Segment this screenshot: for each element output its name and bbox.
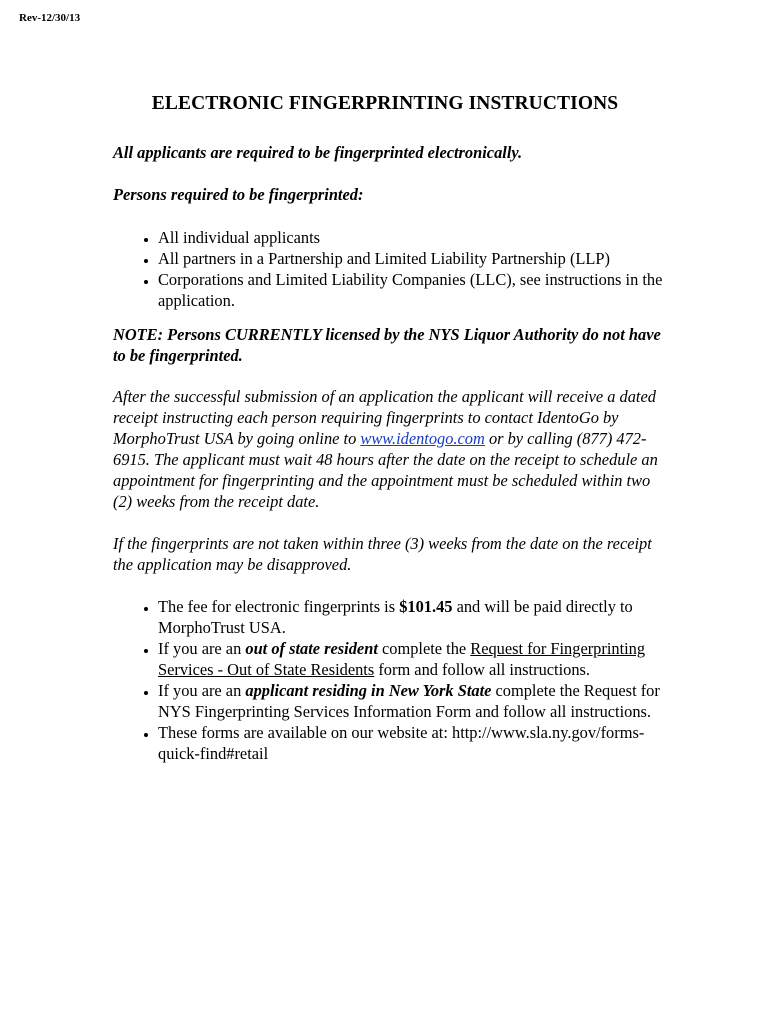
list-item: • Corporations and Limited Liability Companies (LLC), see instructions in the application. — [158, 269, 673, 311]
details-list — [113, 596, 673, 764]
persons-list — [113, 227, 673, 311]
submission-text-end: or by calling (877) 472-6915. The applicant must wait 48 hours after the date on the receipt to schedule an appointment for fingerprinting and the appointment must be scheduled within two (2) weeks from the receipt date. — [113, 429, 658, 511]
list-item-new-york — [158, 680, 673, 722]
oos-text-mid: complete the — [377, 639, 471, 658]
note-paragraph: NOTE: Persons CURRENTLY licensed by the NYS Liquor Authority do not have to be fingerprinted. — [113, 325, 661, 365]
page-title: ELECTRONIC FINGERPRINTING INSTRUCTIONS — [151, 93, 619, 114]
list-item-fee — [158, 596, 673, 638]
oos-text: If you are an — [158, 639, 246, 658]
identogo-link[interactable]: www.identogo.com — [360, 429, 485, 448]
oos-emphasis: out of state resident — [245, 639, 378, 658]
submission-text-start: After the successful submission of an application the applicant will receive a dated receipt instructing each person requiring fingerprints to contact IdentoGo by MorphoTrust USA by going online to — [113, 387, 656, 448]
fee-text: The fee for electronic fingerprints is — [158, 597, 400, 616]
fee-text-end: and will be paid directly to MorphoTrust USA. — [158, 597, 633, 637]
ny-text: If you are an — [158, 681, 246, 700]
ny-text-end: complete the Request for NYS Fingerprinting Services Information Form and follow all instructions. — [158, 681, 660, 721]
persons-heading: Persons required to be fingerprinted: — [113, 185, 364, 204]
fee-amount: $101.45 — [399, 597, 453, 616]
list-item: • All individual applicants — [158, 227, 673, 248]
oos-form-title: Request for Fingerprinting Services - Out of State Residents — [158, 639, 646, 679]
ny-emphasis: applicant residing in New York State — [245, 681, 492, 700]
submission-paragraph — [113, 386, 673, 512]
oos-text-end: form and follow all instructions. — [374, 660, 591, 679]
revision-label: Rev-12/30/13 — [19, 12, 81, 24]
list-item: • All partners in a Partnership and Limited Liability Partnership (LLP) — [158, 248, 673, 269]
list-item-forms: • These forms are available on our website at: http://www.sla.ny.gov/forms-quick-find#retail — [158, 722, 673, 764]
document-body — [113, 142, 673, 764]
list-item-out-of-state — [158, 638, 673, 680]
intro-statement: All applicants are required to be fingerprinted electronically. — [113, 143, 523, 162]
disapproval-paragraph: If the fingerprints are not taken within three (3) weeks from the date on the receipt the application may be disapproved. — [113, 534, 652, 574]
